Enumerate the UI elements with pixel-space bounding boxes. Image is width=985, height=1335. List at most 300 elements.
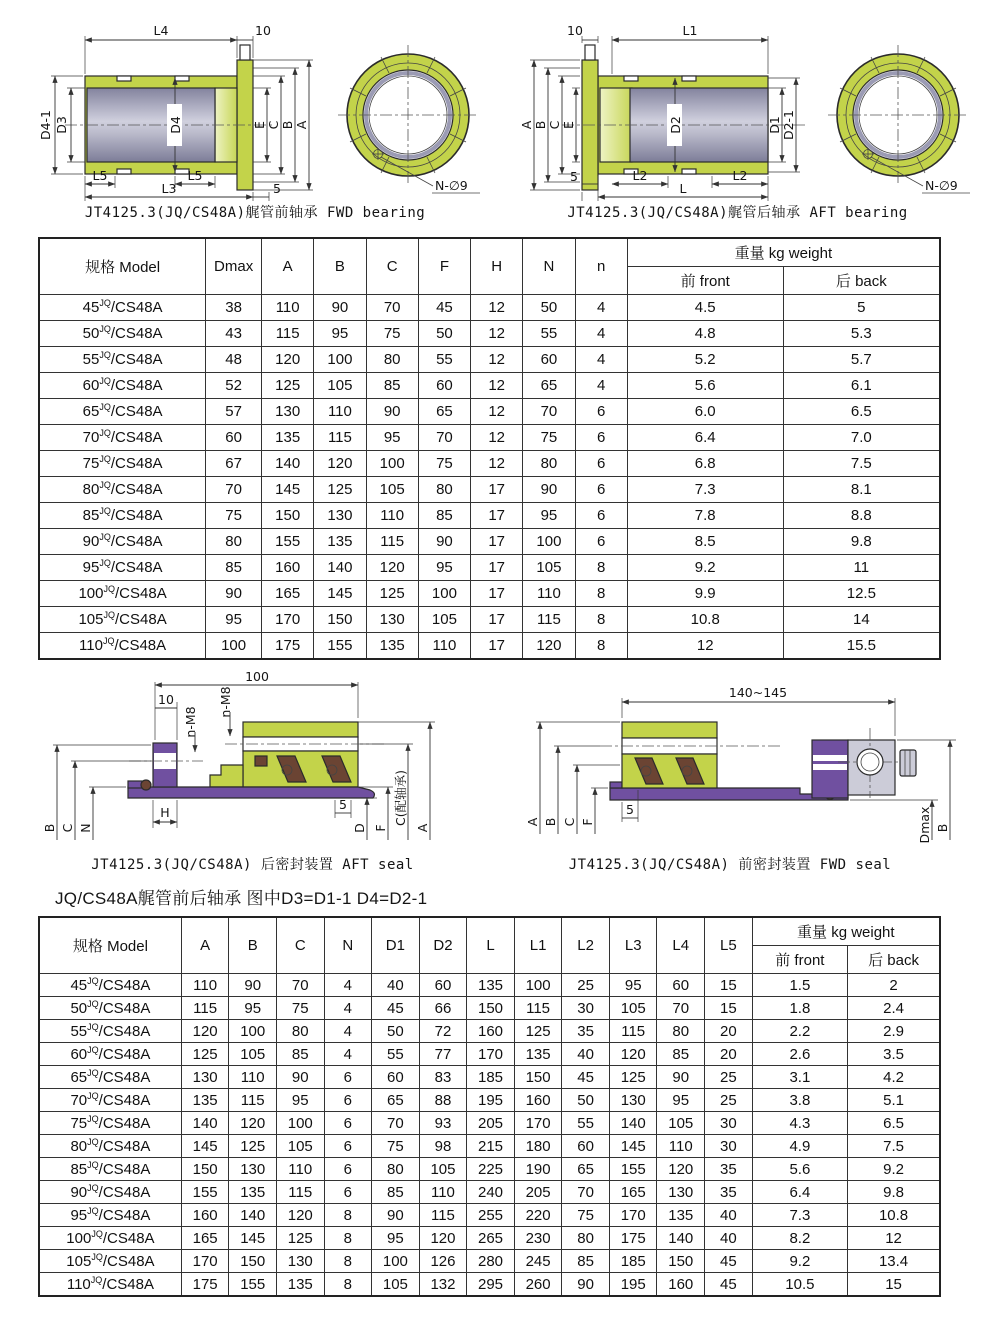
- dim-label-l2a: L2: [632, 168, 648, 183]
- value-cell: 75: [276, 997, 324, 1020]
- model-cell: $80^{JQ}/CS48A$: [39, 1135, 181, 1158]
- value-cell: 40: [372, 974, 420, 997]
- value-cell: 100: [514, 974, 562, 997]
- model-cell: $100^{JQ}/CS48A$: [39, 581, 206, 607]
- value-cell: 13.4: [848, 1250, 940, 1273]
- value-cell: 65: [523, 373, 575, 399]
- value-cell: 90: [657, 1066, 705, 1089]
- bearing-table: [38, 237, 941, 660]
- value-cell: 75: [206, 503, 262, 529]
- value-cell: 3.8: [752, 1089, 848, 1112]
- value-cell: 145: [609, 1135, 657, 1158]
- value-cell: 8.8: [783, 503, 940, 529]
- value-cell: 17: [471, 607, 523, 633]
- value-cell: 85: [206, 555, 262, 581]
- value-cell: 100: [314, 347, 366, 373]
- value-cell: 95: [206, 607, 262, 633]
- value-cell: 170: [514, 1112, 562, 1135]
- value-cell: 120: [229, 1112, 277, 1135]
- value-cell: 70: [523, 399, 575, 425]
- value-cell: 4: [324, 1043, 372, 1066]
- value-cell: 125: [229, 1135, 277, 1158]
- value-cell: 70: [562, 1181, 610, 1204]
- value-cell: 115: [419, 1204, 467, 1227]
- dim-label-f: F: [373, 824, 388, 832]
- fwd-seal-caption: JT4125.3(JQ/CS48A) 前密封装置 FWD seal: [568, 857, 892, 873]
- dim-label-f: F: [580, 818, 595, 826]
- value-cell: 60: [418, 373, 470, 399]
- value-cell: 88: [419, 1089, 467, 1112]
- value-cell: 165: [181, 1227, 229, 1250]
- value-cell: 175: [181, 1273, 229, 1297]
- dim-label-nm8-b: n-M8: [218, 686, 233, 718]
- value-cell: 4: [575, 321, 627, 347]
- table-row: [39, 997, 940, 1020]
- value-cell: 115: [229, 1089, 277, 1112]
- value-cell: 40: [705, 1227, 753, 1250]
- value-cell: 150: [181, 1158, 229, 1181]
- value-cell: 15: [705, 974, 753, 997]
- dim-label-c: C: [266, 120, 281, 130]
- table-row: [39, 555, 940, 581]
- value-cell: 4: [324, 1020, 372, 1043]
- value-cell: 10.8: [848, 1204, 940, 1227]
- dim-label-c: C: [562, 817, 577, 827]
- fwd-bearing-caption: JT4125.3(JQ/CS48A)艉管前轴承 FWD bearing: [84, 205, 426, 221]
- value-cell: 7.3: [627, 477, 783, 503]
- value-cell: 260: [514, 1273, 562, 1297]
- value-cell: 17: [471, 555, 523, 581]
- dim-label-c: C: [547, 120, 562, 130]
- value-cell: 80: [366, 347, 418, 373]
- value-cell: 50: [562, 1089, 610, 1112]
- value-cell: 165: [609, 1181, 657, 1204]
- value-cell: 130: [314, 503, 366, 529]
- value-cell: 150: [514, 1066, 562, 1089]
- value-cell: 85: [657, 1043, 705, 1066]
- col-header-weight-group: 重量 kg weight: [752, 917, 940, 946]
- value-cell: 115: [523, 607, 575, 633]
- value-cell: 35: [705, 1181, 753, 1204]
- value-cell: 2.6: [752, 1043, 848, 1066]
- value-cell: 2.4: [848, 997, 940, 1020]
- value-cell: 75: [562, 1204, 610, 1227]
- col-header-n: N: [523, 238, 575, 295]
- value-cell: 95: [229, 997, 277, 1020]
- value-cell: 150: [229, 1250, 277, 1273]
- value-cell: 7.5: [783, 451, 940, 477]
- value-cell: 98: [419, 1135, 467, 1158]
- value-cell: 140: [657, 1227, 705, 1250]
- value-cell: 9.9: [627, 581, 783, 607]
- value-cell: 50: [523, 295, 575, 321]
- value-cell: 115: [314, 425, 366, 451]
- value-cell: 70: [206, 477, 262, 503]
- value-cell: 25: [705, 1066, 753, 1089]
- value-cell: 4.3: [752, 1112, 848, 1135]
- col-header-n: N: [324, 917, 372, 974]
- value-cell: 240: [467, 1181, 515, 1204]
- value-cell: 195: [467, 1089, 515, 1112]
- value-cell: 130: [366, 607, 418, 633]
- dim-label-10: 10: [255, 23, 271, 38]
- value-cell: 70: [372, 1112, 420, 1135]
- value-cell: 20: [705, 1043, 753, 1066]
- table-row: [39, 477, 940, 503]
- value-cell: 8.1: [783, 477, 940, 503]
- value-cell: 135: [262, 425, 314, 451]
- value-cell: 80: [418, 477, 470, 503]
- value-cell: 150: [314, 607, 366, 633]
- value-cell: 225: [467, 1158, 515, 1181]
- value-cell: 125: [314, 477, 366, 503]
- table-row: [39, 1158, 940, 1181]
- value-cell: 105: [657, 1112, 705, 1135]
- value-cell: 120: [366, 555, 418, 581]
- value-cell: 95: [418, 555, 470, 581]
- value-cell: 130: [657, 1181, 705, 1204]
- value-cell: 9.2: [848, 1158, 940, 1181]
- value-cell: 50: [418, 321, 470, 347]
- col-header-d2: D2: [419, 917, 467, 974]
- value-cell: 75: [372, 1135, 420, 1158]
- table-row: [39, 295, 940, 321]
- dim-label-e: E: [561, 121, 576, 129]
- dim-label-l5b: L5: [187, 168, 203, 183]
- value-cell: 12: [471, 373, 523, 399]
- value-cell: 175: [609, 1227, 657, 1250]
- value-cell: 150: [467, 997, 515, 1020]
- dim-label-bolt-holes: N-∅9: [925, 178, 958, 193]
- value-cell: 155: [314, 633, 366, 660]
- model-cell: $60^{JQ}/CS48A$: [39, 373, 206, 399]
- table-row: [39, 1066, 940, 1089]
- model-cell: $95^{JQ}/CS48A$: [39, 555, 206, 581]
- value-cell: 100: [366, 451, 418, 477]
- value-cell: 100: [229, 1020, 277, 1043]
- value-cell: 3.5: [848, 1043, 940, 1066]
- value-cell: 75: [366, 321, 418, 347]
- dim-label-b: B: [42, 823, 57, 833]
- value-cell: 115: [262, 321, 314, 347]
- value-cell: 6.5: [783, 399, 940, 425]
- value-cell: 9.2: [627, 555, 783, 581]
- value-cell: 115: [514, 997, 562, 1020]
- model-cell: $75^{JQ}/CS48A$: [39, 1112, 181, 1135]
- value-cell: 135: [366, 633, 418, 660]
- value-cell: 190: [514, 1158, 562, 1181]
- value-cell: 4: [324, 974, 372, 997]
- value-cell: 130: [609, 1089, 657, 1112]
- value-cell: 90: [366, 399, 418, 425]
- value-cell: 255: [467, 1204, 515, 1227]
- dim-label-140-145: 140~145: [728, 685, 788, 700]
- value-cell: 5.7: [783, 347, 940, 373]
- col-header-l1: L1: [514, 917, 562, 974]
- value-cell: 83: [419, 1066, 467, 1089]
- value-cell: 100: [523, 529, 575, 555]
- value-cell: 180: [514, 1135, 562, 1158]
- value-cell: 145: [181, 1135, 229, 1158]
- value-cell: 130: [262, 399, 314, 425]
- table-row: [39, 373, 940, 399]
- value-cell: 35: [562, 1020, 610, 1043]
- value-cell: 125: [276, 1227, 324, 1250]
- col-header-a: A: [181, 917, 229, 974]
- value-cell: 165: [262, 581, 314, 607]
- value-cell: 150: [262, 503, 314, 529]
- value-cell: 105: [366, 477, 418, 503]
- value-cell: 15: [848, 1273, 940, 1297]
- dim-label-dmax: Dmax: [917, 806, 932, 844]
- table-row: [39, 1204, 940, 1227]
- value-cell: 6.1: [783, 373, 940, 399]
- dim-label-d2: D2: [668, 116, 683, 134]
- value-cell: 140: [229, 1204, 277, 1227]
- table-row: [39, 1043, 940, 1066]
- value-cell: 7.3: [752, 1204, 848, 1227]
- value-cell: 70: [366, 295, 418, 321]
- value-cell: 205: [514, 1181, 562, 1204]
- value-cell: 5.2: [627, 347, 783, 373]
- value-cell: 105: [276, 1135, 324, 1158]
- aft-bearing-drawing: [500, 16, 975, 201]
- dim-label-l3: L3: [161, 181, 177, 196]
- dim-label-e: E: [252, 121, 267, 129]
- value-cell: 2.2: [752, 1020, 848, 1043]
- value-cell: 95: [366, 425, 418, 451]
- value-cell: 110: [418, 633, 470, 660]
- value-cell: 2: [848, 974, 940, 997]
- value-cell: 105: [372, 1273, 420, 1297]
- value-cell: 95: [657, 1089, 705, 1112]
- value-cell: 155: [609, 1158, 657, 1181]
- aft-seal-figure: [25, 670, 480, 848]
- value-cell: 140: [181, 1112, 229, 1135]
- value-cell: 40: [705, 1204, 753, 1227]
- value-cell: 135: [276, 1273, 324, 1297]
- dim-label-l2b: L2: [732, 168, 748, 183]
- value-cell: 5.1: [848, 1089, 940, 1112]
- value-cell: 55: [523, 321, 575, 347]
- value-cell: 195: [609, 1273, 657, 1297]
- value-cell: 130: [181, 1066, 229, 1089]
- fwd-bearing-drawing: [25, 16, 485, 201]
- value-cell: 85: [418, 503, 470, 529]
- value-cell: 115: [181, 997, 229, 1020]
- value-cell: 120: [181, 1020, 229, 1043]
- value-cell: 170: [262, 607, 314, 633]
- value-cell: 6.0: [627, 399, 783, 425]
- value-cell: 105: [229, 1043, 277, 1066]
- value-cell: 4.9: [752, 1135, 848, 1158]
- value-cell: 8: [575, 555, 627, 581]
- value-cell: 185: [467, 1066, 515, 1089]
- value-cell: 12.5: [783, 581, 940, 607]
- value-cell: 170: [467, 1043, 515, 1066]
- model-cell: $85^{JQ}/CS48A$: [39, 503, 206, 529]
- value-cell: 215: [467, 1135, 515, 1158]
- col-header-c: C: [366, 238, 418, 295]
- value-cell: 105: [419, 1158, 467, 1181]
- value-cell: 67: [206, 451, 262, 477]
- value-cell: 6.4: [752, 1181, 848, 1204]
- dim-label-l1: L1: [682, 23, 698, 38]
- value-cell: 45: [705, 1273, 753, 1297]
- value-cell: 20: [705, 1020, 753, 1043]
- value-cell: 45: [372, 997, 420, 1020]
- dim-label-5: 5: [273, 181, 281, 196]
- value-cell: 90: [372, 1204, 420, 1227]
- col-header-n-count: n: [575, 238, 627, 295]
- value-cell: 110: [419, 1181, 467, 1204]
- value-cell: 6: [575, 477, 627, 503]
- value-cell: 40: [562, 1043, 610, 1066]
- dim-label-l5a: L5: [92, 168, 108, 183]
- value-cell: 135: [181, 1089, 229, 1112]
- value-cell: 17: [471, 503, 523, 529]
- dim-label-d4: D4: [168, 116, 183, 134]
- value-cell: 110: [366, 503, 418, 529]
- value-cell: 80: [276, 1020, 324, 1043]
- table-row: [39, 451, 940, 477]
- value-cell: 160: [262, 555, 314, 581]
- value-cell: 100: [206, 633, 262, 660]
- col-header-b: B: [314, 238, 366, 295]
- value-cell: 65: [562, 1158, 610, 1181]
- value-cell: 120: [314, 451, 366, 477]
- value-cell: 60: [372, 1066, 420, 1089]
- value-cell: 80: [372, 1158, 420, 1181]
- dim-label-nm8-a: n-M8: [183, 706, 198, 738]
- value-cell: 6: [575, 529, 627, 555]
- value-cell: 132: [419, 1273, 467, 1297]
- seal-table: [38, 916, 941, 1297]
- value-cell: 4: [575, 347, 627, 373]
- value-cell: 90: [276, 1066, 324, 1089]
- col-header-back: 后 back: [783, 267, 940, 295]
- value-cell: 14: [783, 607, 940, 633]
- dim-label-d3: D3: [54, 116, 69, 134]
- value-cell: 70: [418, 425, 470, 451]
- value-cell: 7.0: [783, 425, 940, 451]
- model-cell: $55^{JQ}/CS48A$: [39, 347, 206, 373]
- col-header-b: B: [229, 917, 277, 974]
- value-cell: 160: [657, 1273, 705, 1297]
- value-cell: 155: [229, 1273, 277, 1297]
- value-cell: 12: [848, 1227, 940, 1250]
- value-cell: 80: [523, 451, 575, 477]
- value-cell: 110: [276, 1158, 324, 1181]
- value-cell: 120: [419, 1227, 467, 1250]
- value-cell: 8: [324, 1204, 372, 1227]
- value-cell: 110: [657, 1135, 705, 1158]
- value-cell: 130: [229, 1158, 277, 1181]
- value-cell: 1.8: [752, 997, 848, 1020]
- dim-label-b2: B: [935, 823, 950, 833]
- value-cell: 25: [705, 1089, 753, 1112]
- value-cell: 5.6: [752, 1158, 848, 1181]
- value-cell: 4: [575, 373, 627, 399]
- value-cell: 160: [514, 1089, 562, 1112]
- table-row: [39, 321, 940, 347]
- fwd-seal-drawing: [480, 670, 980, 848]
- value-cell: 45: [705, 1250, 753, 1273]
- value-cell: 52: [206, 373, 262, 399]
- value-cell: 70: [657, 997, 705, 1020]
- value-cell: 8: [575, 581, 627, 607]
- dim-label-5: 5: [570, 169, 578, 184]
- value-cell: 110: [181, 974, 229, 997]
- col-header-l2: L2: [562, 917, 610, 974]
- figure-note: JQ/CS48A艉管前后轴承 图中D3=D1-1 D4=D2-1: [55, 889, 428, 908]
- value-cell: 155: [262, 529, 314, 555]
- value-cell: 4.2: [848, 1066, 940, 1089]
- value-cell: 6.5: [848, 1112, 940, 1135]
- col-header-front: 前 front: [627, 267, 783, 295]
- value-cell: 12: [627, 633, 783, 660]
- value-cell: 6: [575, 425, 627, 451]
- value-cell: 150: [657, 1250, 705, 1273]
- col-header-l4: L4: [657, 917, 705, 974]
- value-cell: 66: [419, 997, 467, 1020]
- value-cell: 8.5: [627, 529, 783, 555]
- value-cell: 60: [562, 1135, 610, 1158]
- value-cell: 120: [523, 633, 575, 660]
- value-cell: 145: [229, 1227, 277, 1250]
- bearing-table-wrapper: [38, 237, 941, 660]
- value-cell: 6: [575, 503, 627, 529]
- dim-label-a: A: [294, 120, 309, 130]
- col-header-c: C: [276, 917, 324, 974]
- value-cell: 5: [783, 295, 940, 321]
- value-cell: 6: [324, 1089, 372, 1112]
- seal-table-body: [39, 974, 940, 1297]
- dim-label-b: B: [543, 817, 558, 827]
- value-cell: 6.4: [627, 425, 783, 451]
- value-cell: 4.8: [627, 321, 783, 347]
- value-cell: 100: [418, 581, 470, 607]
- col-header-model: 规格 Model: [39, 917, 181, 974]
- col-header-weight-group: 重量 kg weight: [627, 238, 940, 267]
- col-header-dmax: Dmax: [206, 238, 262, 295]
- value-cell: 10.5: [752, 1273, 848, 1297]
- value-cell: 30: [562, 997, 610, 1020]
- value-cell: 95: [314, 321, 366, 347]
- value-cell: 75: [523, 425, 575, 451]
- value-cell: 6.8: [627, 451, 783, 477]
- value-cell: 12: [471, 321, 523, 347]
- value-cell: 125: [366, 581, 418, 607]
- value-cell: 110: [229, 1066, 277, 1089]
- value-cell: 17: [471, 581, 523, 607]
- value-cell: 65: [372, 1089, 420, 1112]
- value-cell: 95: [609, 974, 657, 997]
- value-cell: 80: [206, 529, 262, 555]
- value-cell: 17: [471, 633, 523, 660]
- value-cell: 35: [705, 1158, 753, 1181]
- value-cell: 5.3: [783, 321, 940, 347]
- table-row: [39, 581, 940, 607]
- aft-bearing-caption: JT4125.3(JQ/CS48A)艉管后轴承 AFT bearing: [567, 205, 908, 221]
- value-cell: 7.5: [848, 1135, 940, 1158]
- value-cell: 110: [262, 295, 314, 321]
- value-cell: 170: [181, 1250, 229, 1273]
- value-cell: 4: [324, 997, 372, 1020]
- value-cell: 80: [562, 1227, 610, 1250]
- value-cell: 265: [467, 1227, 515, 1250]
- value-cell: 90: [523, 477, 575, 503]
